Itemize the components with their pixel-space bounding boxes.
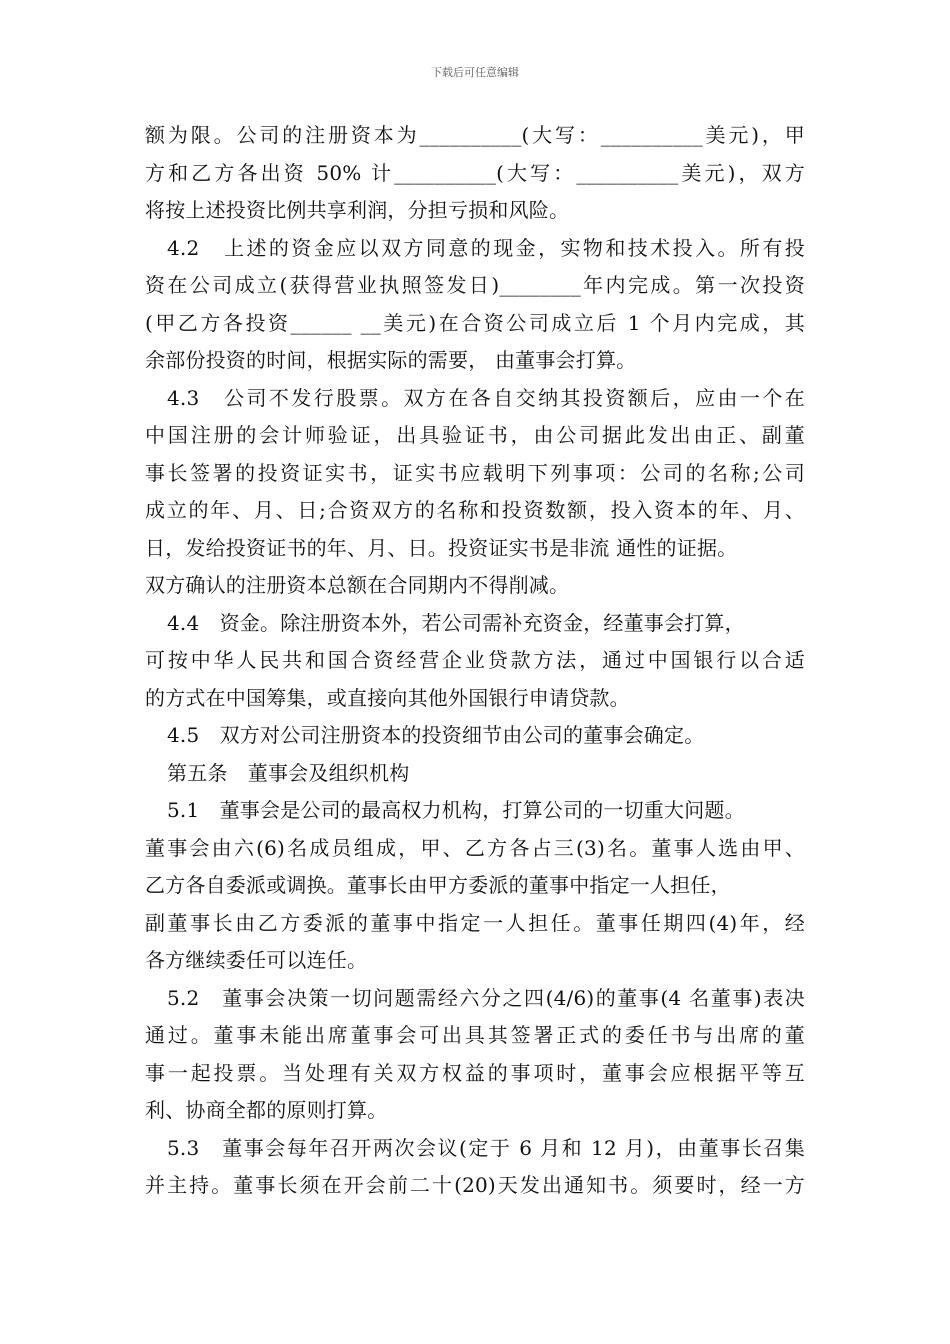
- text-line: 资在公司成立(获得营业执照签发日)________年内完成。第一次投资: [145, 273, 805, 297]
- text-line: 事一起投票。当处理有关双方权益的事项时，董事会应根据平等互: [145, 1060, 805, 1085]
- text-line: 副董事长由乙方委派的董事中指定一人担任。董事任期四(4)年，经: [145, 910, 805, 935]
- text-line: 各方继续委任可以连任。: [145, 948, 368, 972]
- text-line: 并主持。董事长须在开会前二十(20)天发出通知书。须要时，经一方: [145, 1173, 805, 1197]
- text-line: 余部份投资的时间，根据实际的需要， 由董事会打算。: [145, 348, 637, 372]
- clause-4-2: 4.2 上述的资金应以双方同意的现金，实物和技术投入。所有投: [167, 235, 805, 260]
- clause-5-3: 5.3 董事会每年召开两次会议(定于 6 月和 12 月)，由董事长召集: [167, 1135, 805, 1160]
- clause-4-3: 4.3 公司不发行股票。双方在各自交纳其投资额后，应由一个在: [167, 385, 805, 410]
- clause-4-5: 4.5 双方对公司注册资本的投资细节由公司的董事会确定。: [167, 723, 705, 747]
- text-line: 中国注册的会计师验证，出具验证书，由公司据此发出由正、副董: [145, 423, 805, 447]
- text-line: 日，发给投资证书的年、月、日。投资证实书是非流 通性的证据。: [145, 535, 738, 560]
- clause-5-2: 5.2 董事会决策一切问题需经六分之四(4/6)的董事(4 名董事)表决: [167, 985, 805, 1010]
- text-line: 可按中华人民共和国合资经营企业贷款方法，通过中国银行以合适: [145, 648, 805, 672]
- text-line: 的方式在中国筹集，或直接向其他外国银行申请贷款。: [145, 685, 630, 710]
- text-line: 通过。董事未能出席董事会可出具其签署正式的委任书与出席的董: [145, 1023, 805, 1047]
- document-body: [145, 117, 805, 1205]
- text-line: 将按上述投资比例共享利润，分担亏损和风险。: [145, 198, 570, 222]
- text-line: 董事会由六(6)名成员组成，甲、乙方各占三(3)名。董事人选由甲、: [145, 835, 805, 860]
- text-line: 双方确认的注册资本总额在合同期内不得削减。: [145, 573, 570, 597]
- text-line: 额为限。公司的注册资本为__________(大写：__________美元)，甲: [145, 123, 805, 147]
- text-line: 事长签署的投资证实书，证实书应载明下列事项：公司的名称;公司: [145, 460, 805, 485]
- text-line: 成立的年、月、日;合资双方的名称和投资数额，投入资本的年、月、: [145, 498, 805, 522]
- text-line: 利、协商全都的原则打算。: [145, 1098, 388, 1122]
- clause-5-1: 5.1 董事会是公司的最高权力机构，打算公司的一切重大问题。: [167, 798, 745, 822]
- article-5-heading: 第五条 董事会及组织机构: [167, 760, 410, 785]
- text-line: 乙方各自委派或调换。董事长由甲方委派的董事中指定一人担任，: [145, 873, 731, 897]
- text-line: 方和乙方各出资 50% 计__________(大写：__________美元)，双方: [145, 160, 805, 185]
- text-line: (甲乙方各投资______ __美元)在合资公司成立后 1 个月内完成，其: [145, 310, 805, 335]
- page-header: 下载后可任意编辑: [431, 66, 519, 79]
- clause-4-4: 4.4 资金。除注册资本外，若公司需补充资金，经董事会打算，: [167, 610, 745, 635]
